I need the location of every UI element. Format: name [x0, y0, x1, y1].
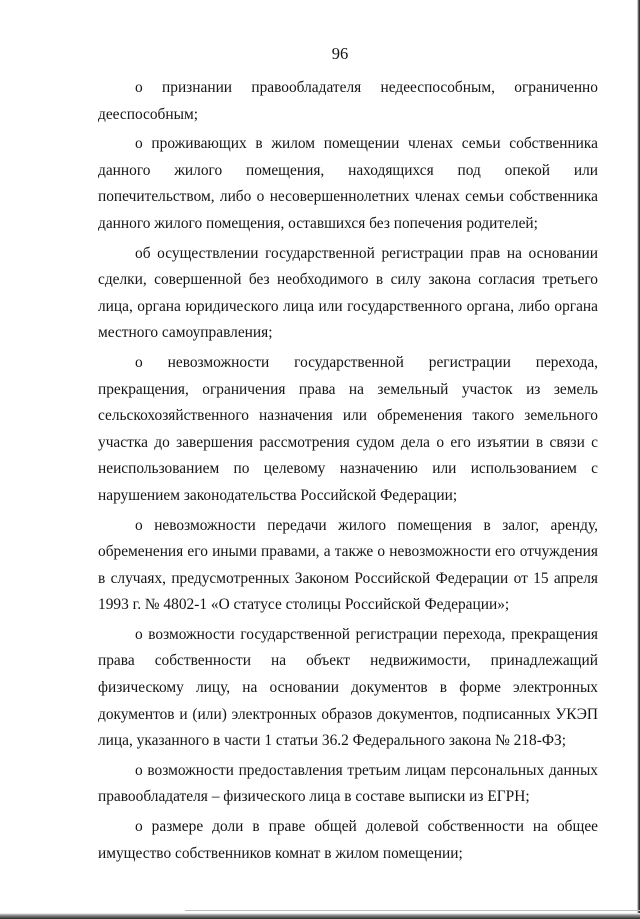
paragraph-moscow-housing: о невозможности передачи жилого помещения в залог, аренду, обременения его иными правами, а также о невозможности его отчуждения в случаях, предусмотренных Законом Российской Федерации от 15 апреля 1993 г. № 4802-1 «О статусе столицы Российской Федерации»;: [98, 516, 598, 614]
scan-line-bottom: [185, 910, 640, 911]
paragraph-electronic-documents: о возможности государственной регистрации перехода, прекращения права собственности на объект недвижимости, принадлежащий физическому лицу, на основании документов в форме электронных документов и (или) электронных образов документов, подписанных УКЭП лица, указанного в части 1 статьи 36.2 Федерального закона № 218-ФЗ;: [98, 625, 598, 750]
paragraph-registration-without-consent: об осуществлении государственной регистрации прав на основании сделки, совершенной без необходимого в силу закона согласия третьего лица, органа юридического лица или государственного органа, либо органа местного самоуправления;: [98, 244, 598, 342]
paragraph-share-size: о размере доли в праве общей долевой собственности на общее имущество собственников комнат в жилом помещении;: [98, 818, 598, 862]
page-number: 96: [331, 44, 349, 63]
paragraph-personal-data: о возможности предоставления третьим лицам персональных данных правообладателя – физического лица в составе выписки из ЕГРН;: [98, 761, 598, 806]
paragraph-family-members: о проживающих в жилом помещении членах семьи собственника данного жилого помещения, находящихся под опекой или попечительством, либо о несовершеннолетних членах семьи собственника данного жилого помещения, оставшихся без попечения родителей;: [98, 135, 598, 232]
body-text: [98, 75, 598, 870]
scan-edge-bottom: [0, 913, 640, 919]
paragraph-incapacity: о признании правообладателя недееспособным, ограниченно дееспособным;: [98, 79, 598, 123]
paragraph-agricultural-land: о невозможности государственной регистрации перехода, прекращения, ограничения права на земельный участок из земель сельскохозяйственного назначения или обременения такого земельного участка до завершения рассмотрения судом дела о его изъятии в связи с неиспользованием по целевому назначению или использованием с нарушением законодательства Российской Федерации;: [98, 353, 598, 504]
